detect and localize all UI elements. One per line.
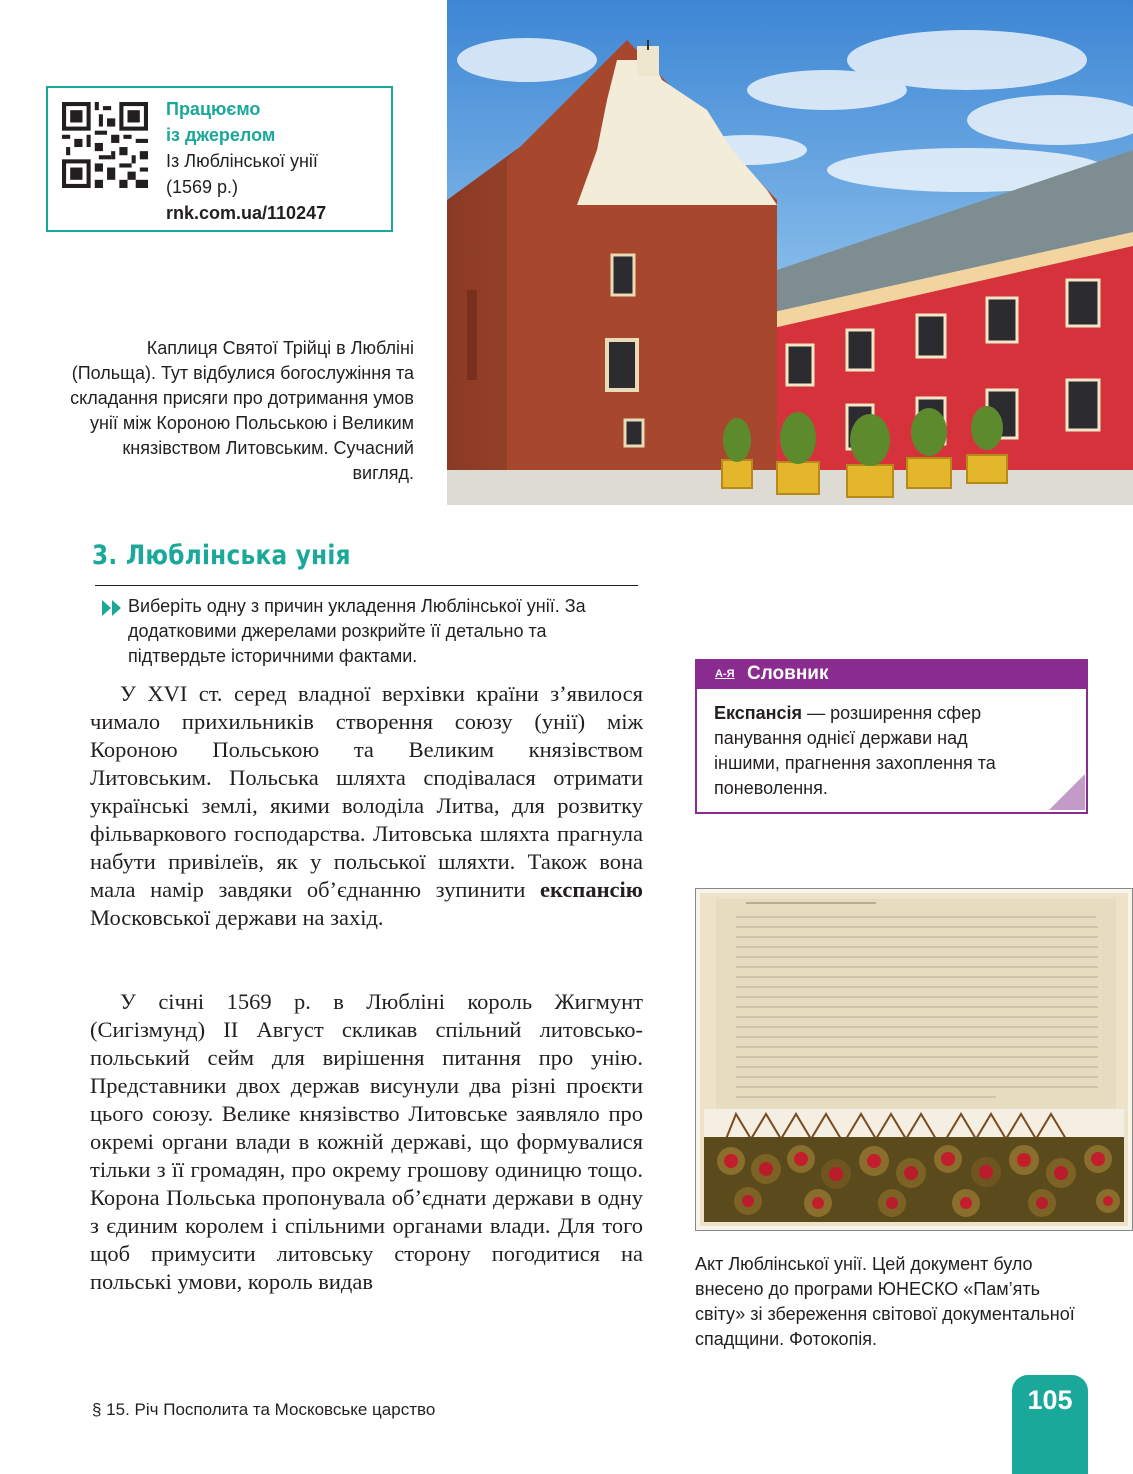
page-corner-icon bbox=[1049, 774, 1085, 810]
footer-chapter: § 15. Річ Посполита та Московське царство bbox=[92, 1400, 436, 1419]
act-photo bbox=[695, 888, 1133, 1231]
section-title: Люблінська унія bbox=[125, 540, 351, 571]
heading-divider bbox=[95, 585, 638, 586]
dictionary-definition-text: — розширення сфер панування однієї держави над іншими, прагнення захоплення та поневолення. bbox=[714, 703, 996, 798]
paragraph-1-term: експансію bbox=[540, 877, 643, 902]
paragraph-2: У січні 1569 р. в Любліні король Жигмунт (Сигізмунд) II Август скликав спільний литовсько-польський сейм для вирішення питання про унію. Представники двох держав висунули два різні проєкти цього союзу. Велике князівство Литовське заявляло про окремі органи влади в кожній державі, що формувалися тільки з її громадян, про окрему грошову одиницю тощо. Корона Польська пропонувала об’єднати держави в одну з єдиним королем і спільними органами влади. Для того щоб примусити литовську сторону погодитися на польські умови, король видав bbox=[90, 989, 643, 1294]
source-box bbox=[46, 86, 393, 232]
dictionary-definition bbox=[714, 701, 1034, 801]
source-text bbox=[166, 96, 386, 226]
act-caption: Акт Люблінської унії. Цей документ було внесено до програми ЮНЕСКО «Пам’ять світу» зі збереження світової документальної спадщини. Фотокопія. bbox=[695, 1254, 1075, 1349]
paragraph-1 bbox=[90, 680, 643, 932]
double-arrow-icon bbox=[102, 600, 124, 616]
dictionary-icon: А-Я bbox=[715, 668, 735, 680]
chapel-photo bbox=[447, 0, 1133, 505]
source-title: Працюємо із джерелом bbox=[166, 99, 276, 145]
task-text: Виберіть одну з причин укладення Люблінської унії. За додатковими джерелами розкрийте її детально та підтвердьте історичними фактами. bbox=[128, 596, 586, 666]
page-number-tab bbox=[1012, 1375, 1088, 1474]
paragraph-1-text-after: Московської держави на захід. bbox=[90, 905, 384, 930]
section-heading bbox=[92, 540, 351, 571]
dictionary-box bbox=[695, 659, 1088, 814]
page-number: 105 bbox=[1027, 1385, 1073, 1415]
dictionary-header bbox=[697, 661, 1086, 689]
paragraph-1-text-before: У XVI ст. серед владної верхівки країни з’явилося чимало прихильників створення союзу (унії) між Короною Польською та Великим князівством Литовським. Польська шляхта сподівалася отримати українські землі, якими володіла Литва, для розвитку фільваркового господарства. Литовська шляхта прагнула набути привілеїв, як у польської шляхти. Також вона мала намір завдяки об’єднанню зупинити bbox=[90, 681, 643, 902]
chapel-caption: Каплиця Святої Трійці в Любліні (Польща). Тут відбулися богослужіння та складання присяги про дотримання умов унії між Короною Польською і Великим князівством Литовським. Сучасний вигляд. bbox=[70, 338, 414, 483]
section-number: 3. bbox=[92, 540, 118, 571]
dictionary-title: Словник bbox=[747, 663, 829, 684]
source-description: Із Люблінської унії (1569 р.) bbox=[166, 151, 318, 197]
source-link[interactable]: rnk.com.ua/110247 bbox=[166, 203, 327, 223]
dictionary-term: Експансія bbox=[714, 703, 803, 723]
qr-code-icon[interactable] bbox=[62, 102, 148, 188]
